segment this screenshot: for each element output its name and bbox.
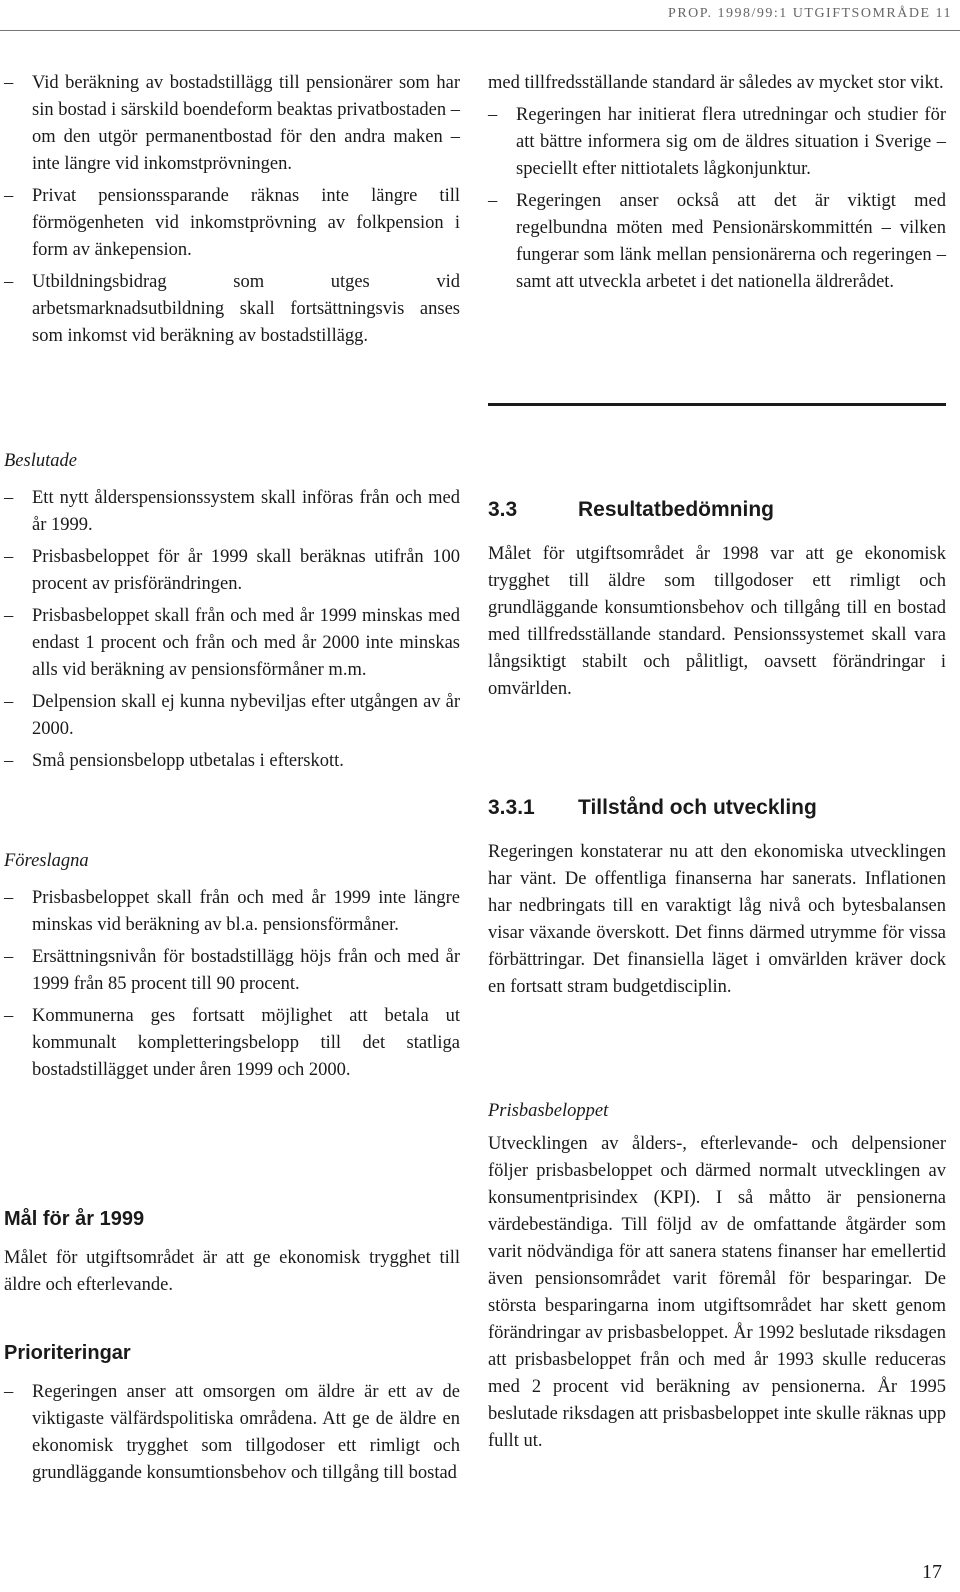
list-item: [4, 603, 460, 684]
dash-marker: –: [488, 105, 498, 125]
list-item-text: Ett nytt ålderspensionssystem skall införas från och med år 1999.: [32, 488, 460, 535]
mal-text: Målet för utgiftsområdet är att ge ekonomisk trygghet till äldre och efterlevande.: [4, 1248, 460, 1295]
dash-marker: –: [4, 888, 14, 908]
section-3-3-block: [488, 496, 946, 703]
page-number: 17: [922, 1561, 942, 1583]
dash-marker: –: [4, 73, 14, 93]
list-item-text: Regeringen anser att omsorgen om äldre är ett av de viktigaste välfärdspolitiska områdena. Att ge de äldre en ekonomisk trygghet som tillgodoser ett rimligt och grundläggande konsumtionsbehov och tillgång till bostad: [32, 1382, 460, 1483]
dash-marker: –: [4, 1006, 14, 1026]
list-item-text: Delpension skall ej kunna nybeviljas efter utgången av år 2000.: [32, 692, 460, 739]
section-heading: [488, 496, 946, 523]
mal-heading: Mål för år 1999: [4, 1208, 145, 1230]
dash-marker: –: [4, 272, 14, 292]
subsection-title: Tillstånd och utveckling: [578, 796, 817, 819]
mal-block: [4, 1206, 460, 1299]
list-item-text: Utbildningsbidrag som utges vid arbetsmarknadsutbildning skall fortsättningsvis anses som inkomst vid beräkning av bostadstillägg.: [32, 272, 460, 346]
list-item-text: Regeringen har initierat flera utredningar och studier för att bättre informera sig om de äldres situation i Sverige – speciellt efter nittiotalets lågkonjunktur.: [516, 105, 946, 179]
list-item: [4, 885, 460, 939]
subsection-heading: [488, 794, 946, 821]
list-item-text: Vid beräkning av bostadstillägg till pensionärer som har sin bostad i särskild boendeform beaktas privatbostaden – om den utgör permanentbostad för den andra maken – inte längre vid inkomstprövningen.: [32, 73, 460, 174]
list-item: [4, 183, 460, 264]
section-number: 3.3: [488, 498, 518, 521]
dash-marker: –: [4, 1382, 14, 1402]
section-title: Resultatbedömning: [578, 498, 775, 521]
right-top-list: [488, 102, 946, 296]
dash-marker: –: [4, 547, 14, 567]
list-item-text: Regeringen anser också att det är viktigt med regelbundna möten med Pensionärskommittén – vilken fungerar som länk mellan pensionärerna och regeringen – samt att utveckla arbetet i det nationella äldrerådet.: [516, 191, 946, 292]
list-item: [4, 1003, 460, 1084]
list-item: [4, 544, 460, 598]
dash-marker: –: [4, 606, 14, 626]
list-item: [4, 1379, 460, 1487]
prisbasbeloppet-text: Utvecklingen av ålders-, efterlevande- och delpensioner följer prisbasbeloppet och därmed normalt utvecklingen av konsumentprisindex (KPI). I så måtto är pensionerna värdebeständiga. Till följd av de omfattande åtgärder som varit nödvändiga för att sanera statens finanser har emellertid även pensionsområdet varit föremål för besparingar. De största besparingarna inom utgiftsområdet har skett genom förändringar av prisbasbeloppet. År 1992 beslutade riksdagen att prisbasbeloppet från och med år 1993 skulle reduceras med 2 procent vid beräkning av pensionerna. År 1995 beslutade riksdagen att prisbasbeloppet inte skulle räknas upp fullt ut.: [488, 1134, 946, 1451]
foreslagna-block: [4, 848, 460, 1089]
left-top-list-block: [4, 70, 460, 355]
subsection-number: 3.3.1: [488, 796, 535, 819]
continuation-text: med tillfredsställande standard är således av mycket stor vikt.: [488, 73, 944, 93]
beslutade-block: [4, 448, 460, 780]
beslutade-list: [4, 485, 460, 775]
section-text: Målet för utgiftsområdet år 1998 var att ge ekonomisk trygghet till äldre som tillgodoser ett rimligt och grundläggande konsumtionsbehov och tillgång till en bostad med tillfredsställande standard. Pensionssystemet skall vara långsiktigt stabilt och pålitligt, oavsett förändringar i omvärlden.: [488, 544, 946, 699]
list-item-text: Kommunerna ges fortsatt möjlighet att betala ut kommunalt kompletteringsbelopp till det statliga bostadstillägget under åren 1999 och 2000.: [32, 1006, 460, 1080]
prioriteringar-block: [4, 1340, 460, 1492]
list-item: [488, 188, 946, 296]
list-item: [4, 70, 460, 178]
dash-marker: –: [4, 947, 14, 967]
list-item-text: Prisbasbeloppet skall från och med år 1999 inte längre minskas vid beräkning av bl.a. pensionsförmåner.: [32, 888, 460, 935]
dash-marker: –: [4, 186, 14, 206]
list-item-text: Små pensionsbelopp utbetalas i efterskott.: [32, 751, 344, 771]
list-item: [4, 269, 460, 350]
subsection-text: Regeringen konstaterar nu att den ekonomiska utvecklingen har vänt. De offentliga finanserna har sanerats. Inflationen har nedbringats till en varaktigt låg nivå och bytesbalansen visar växande överskott. Det finns därmed utrymme för vissa förbättringar. Det finansiella läget i omvärlden kräver dock en fortsatt stram budgetdisciplin.: [488, 842, 946, 997]
list-item-text: Ersättningsnivån för bostadstillägg höjs från och med år 1999 från 85 procent till 90 procent.: [32, 947, 460, 994]
right-top-block: [488, 70, 946, 301]
dash-marker: –: [4, 751, 14, 771]
list-item-text: Privat pensionssparande räknas inte längre till förmögenheten vid inkomstprövning av folkpension i form av änkepension.: [32, 186, 460, 260]
prisbasbeloppet-heading: Prisbasbeloppet: [488, 1101, 609, 1121]
foreslagna-list: [4, 885, 460, 1084]
prioriteringar-list: [4, 1379, 460, 1487]
running-header: PROP. 1998/99:1 UTGIFTSOMRÅDE 11: [668, 6, 952, 21]
header-rule: [0, 30, 960, 31]
list-item-text: Prisbasbeloppet för år 1999 skall beräknas utifrån 100 procent av prisförändringen.: [32, 547, 460, 594]
dash-marker: –: [488, 191, 498, 211]
section-3-3-1-block: [488, 794, 946, 1001]
list-item: [488, 102, 946, 183]
beslutade-heading: Beslutade: [4, 451, 77, 471]
list-item-text: Prisbasbeloppet skall från och med år 1999 minskas med endast 1 procent och från och med år 2000 inte minskas alls vid beräkning av pensionsförmåner m.m.: [32, 606, 460, 680]
prisbasbeloppet-block: [488, 1098, 946, 1455]
list-item: [4, 944, 460, 998]
left-top-list: [4, 70, 460, 350]
foreslagna-heading: Föreslagna: [4, 851, 89, 871]
list-item: [4, 748, 460, 775]
section-divider-rule: [488, 403, 946, 406]
dash-marker: –: [4, 488, 14, 508]
list-item: [4, 689, 460, 743]
list-item: [4, 485, 460, 539]
dash-marker: –: [4, 692, 14, 712]
prioriteringar-heading: Prioriteringar: [4, 1342, 131, 1364]
